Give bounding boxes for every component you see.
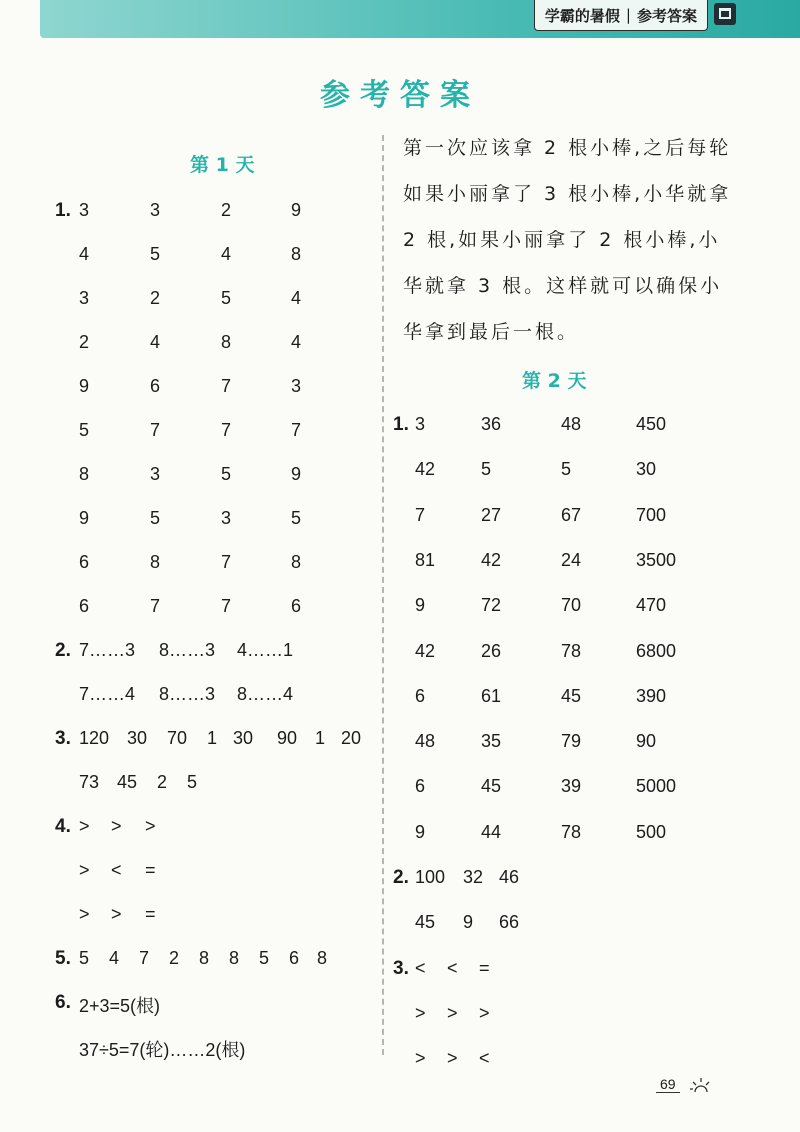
answer-cell: 48 — [415, 731, 436, 752]
answer-cell: > — [447, 1002, 458, 1023]
book-icon — [714, 3, 736, 25]
text-line: 华拿到最后一根。 — [403, 321, 580, 343]
answer-cell: 4 — [150, 332, 161, 352]
answer-cell: 39 — [561, 776, 582, 797]
answer-cell: 9 — [415, 821, 426, 842]
answer-cell: 120 — [79, 728, 110, 748]
answer-cell: 6 — [289, 948, 300, 968]
answer-cell: 9 — [79, 508, 90, 528]
answer-cell: 390 — [636, 685, 667, 706]
answer-cell: 27 — [481, 504, 502, 525]
answer-cell: 470 — [636, 595, 667, 616]
answer-cell: 3 — [79, 200, 90, 220]
answer-cell: 5000 — [636, 776, 677, 797]
answer-cell: 45 — [117, 772, 138, 792]
answer-cell: > — [415, 1048, 426, 1069]
answer-cell: > — [111, 816, 122, 836]
answer-cell: 8……3 — [159, 640, 216, 660]
answer-cell: 4 — [291, 288, 302, 308]
question-number: 1. — [55, 200, 71, 221]
answer-cell: 9 — [291, 200, 302, 220]
answer-cell: 36 — [481, 414, 502, 434]
answer-cell: > — [79, 904, 90, 924]
answer-cell: 7 — [221, 376, 232, 396]
answer-cell: > — [479, 1002, 490, 1023]
answer-cell: 70 — [561, 595, 582, 616]
answer-cell: 42 — [415, 459, 436, 480]
answer-cell: 2 — [169, 948, 180, 968]
question-number: 4. — [55, 816, 71, 837]
answer-cell: 6 — [291, 596, 302, 616]
answer-cell: 100 — [415, 867, 446, 887]
text-line: 华就拿 3 根。这样就可以确保小 — [403, 275, 723, 297]
header-tag — [534, 0, 708, 31]
page-number: 69 — [656, 1076, 680, 1093]
answer-cell: > — [415, 1002, 426, 1023]
answer-cell: 35 — [481, 731, 502, 752]
answer-cell: 8 — [291, 552, 302, 572]
answer-cell: 5 — [561, 459, 572, 480]
answer-cell: = — [479, 957, 490, 978]
answer-cell: 5 — [150, 244, 161, 264]
answer-cell: > — [79, 860, 90, 880]
answer-cell: 2 — [157, 772, 168, 792]
answer-cell: 8 — [221, 332, 232, 352]
answer-cell: 8 — [150, 552, 161, 572]
answer-cell: 78 — [561, 821, 582, 842]
answer-cell: 42 — [415, 640, 436, 661]
answer-cell: 4……1 — [237, 640, 294, 660]
answer-cell: 6 — [150, 376, 161, 396]
answer-cell: 4 — [221, 244, 232, 264]
answer-cell: 66 — [499, 912, 520, 933]
answer-cell: 61 — [481, 685, 502, 706]
answer-cell: 2 — [150, 288, 161, 308]
answer-cell: 9 — [463, 912, 474, 933]
answer-cell: 8 — [291, 244, 302, 264]
answer-cell: 5 — [150, 508, 161, 528]
answer-cell: 5 — [221, 288, 232, 308]
answer-cell: 8 — [229, 948, 240, 968]
answer-cell: 1 — [207, 728, 218, 748]
answer-cell: < — [415, 957, 426, 978]
answer-cell: 5 — [481, 459, 492, 480]
answer-cell: 3 — [79, 288, 90, 308]
answer-cell: 9 — [415, 595, 426, 616]
answer-cell: 45 — [561, 685, 582, 706]
answer-cell: 42 — [481, 549, 502, 570]
answer-cell: 3 — [221, 508, 232, 528]
answer-cell: 37÷5=7(轮)……2(根) — [79, 1040, 246, 1060]
answer-cell: = — [145, 860, 156, 880]
answer-cell: 8 — [199, 948, 210, 968]
answer-cell: 3500 — [636, 549, 677, 570]
question-number: 6. — [55, 992, 71, 1013]
answer-cell: 26 — [481, 640, 502, 661]
answer-cell: > — [447, 1048, 458, 1069]
sun-icon — [689, 1076, 711, 1094]
answer-cell: 9 — [79, 376, 90, 396]
answer-cell: 30 — [127, 728, 148, 748]
answer-cell: 700 — [636, 504, 667, 525]
day1-continued-text — [403, 125, 732, 355]
answer-cell: 2 — [221, 200, 232, 220]
answer-cell: 90 — [277, 728, 298, 748]
book-title: 学霸的暑假 — [544, 6, 620, 25]
answer-cell: > — [111, 904, 122, 924]
answer-cell: 4 — [109, 948, 120, 968]
text-line: 2 根,如果小丽拿了 2 根小棒,小 — [403, 229, 721, 251]
answer-cell: 73 — [79, 772, 100, 792]
answer-cell: 5 — [79, 948, 90, 968]
answer-cell: 79 — [561, 731, 582, 752]
answer-cell: = — [145, 904, 156, 924]
answer-cell: 30 — [636, 459, 657, 480]
answer-cell: 8 — [317, 948, 328, 968]
answer-cell: 7 — [221, 420, 232, 440]
section-title: 参考答案 — [636, 6, 697, 25]
answer-cell: 6 — [415, 685, 426, 706]
answer-cell: 2+3=5(根) — [79, 996, 161, 1016]
answer-cell: 3 — [291, 376, 302, 396]
answer-cell: 5 — [259, 948, 270, 968]
answer-cell: 5 — [291, 508, 302, 528]
answer-cell: 72 — [481, 595, 502, 616]
answer-cell: 2 — [79, 332, 90, 352]
answer-cell: 70 — [167, 728, 188, 748]
answer-cell: 3 — [415, 414, 426, 434]
answer-cell: 7……3 — [79, 640, 136, 660]
answer-cell: > — [79, 816, 90, 836]
answer-cell: 24 — [561, 549, 582, 570]
day2-title: 第 2 天 — [522, 370, 587, 392]
day1-title: 第 1 天 — [190, 154, 255, 176]
answer-cell: 5 — [221, 464, 232, 484]
question-number: 5. — [55, 948, 71, 969]
answer-cell: 500 — [636, 821, 667, 842]
answer-cell: 45 — [415, 912, 436, 933]
answer-cell: 7 — [150, 596, 161, 616]
text-line: 第一次应该拿 2 根小棒,之后每轮 — [403, 137, 732, 159]
question-number: 3. — [393, 957, 409, 979]
answer-cell: < — [447, 957, 458, 978]
answer-cell: 90 — [636, 731, 657, 752]
answer-cell: 44 — [481, 821, 502, 842]
answer-cell: 6 — [415, 776, 426, 797]
header-separator: | — [625, 6, 631, 24]
question-number: 2. — [55, 640, 71, 661]
answer-cell: 7 — [139, 948, 150, 968]
answer-cell: 8……3 — [159, 684, 216, 704]
answer-cell: 81 — [415, 549, 436, 570]
answer-cell: 20 — [341, 728, 362, 748]
answer-cell: 30 — [233, 728, 254, 748]
answer-cell: 3 — [150, 464, 161, 484]
answer-cell: 5 — [187, 772, 198, 792]
answer-cell: 32 — [463, 867, 484, 887]
answer-cell: 67 — [561, 504, 582, 525]
answer-cell: 7 — [221, 596, 232, 616]
answer-cell: 5 — [79, 420, 90, 440]
answer-cell: 45 — [481, 776, 502, 797]
answer-cell: 7 — [221, 552, 232, 572]
answer-cell: 6 — [79, 552, 90, 572]
column-divider — [382, 135, 384, 1055]
answer-cell: 7 — [291, 420, 302, 440]
answer-cell: 7 — [415, 504, 426, 525]
answer-cell: 46 — [499, 867, 520, 887]
answer-cell: 48 — [561, 414, 582, 434]
question-number: 1. — [393, 414, 409, 435]
answer-cell: 1 — [315, 728, 326, 748]
answer-cell: 3 — [150, 200, 161, 220]
answer-cell: 8 — [79, 464, 90, 484]
answer-cell: 4 — [291, 332, 302, 352]
text-line: 如果小丽拿了 3 根小棒,小华就拿 — [403, 183, 732, 205]
answer-cell: 6800 — [636, 640, 677, 661]
answer-cell: 6 — [79, 596, 90, 616]
page-title: 参考答案 — [320, 78, 480, 113]
answer-cell: 450 — [636, 414, 667, 434]
answer-cell: 9 — [291, 464, 302, 484]
answer-cell: 8……4 — [237, 684, 294, 704]
question-number: 2. — [393, 867, 409, 888]
answer-cell: > — [145, 816, 156, 836]
answer-cell: < — [111, 860, 122, 880]
answer-cell: 7 — [150, 420, 161, 440]
question-number: 3. — [55, 728, 71, 749]
answer-cell: < — [479, 1048, 490, 1069]
answer-cell: 7……4 — [79, 684, 136, 704]
answer-cell: 4 — [79, 244, 90, 264]
answer-cell: 78 — [561, 640, 582, 661]
